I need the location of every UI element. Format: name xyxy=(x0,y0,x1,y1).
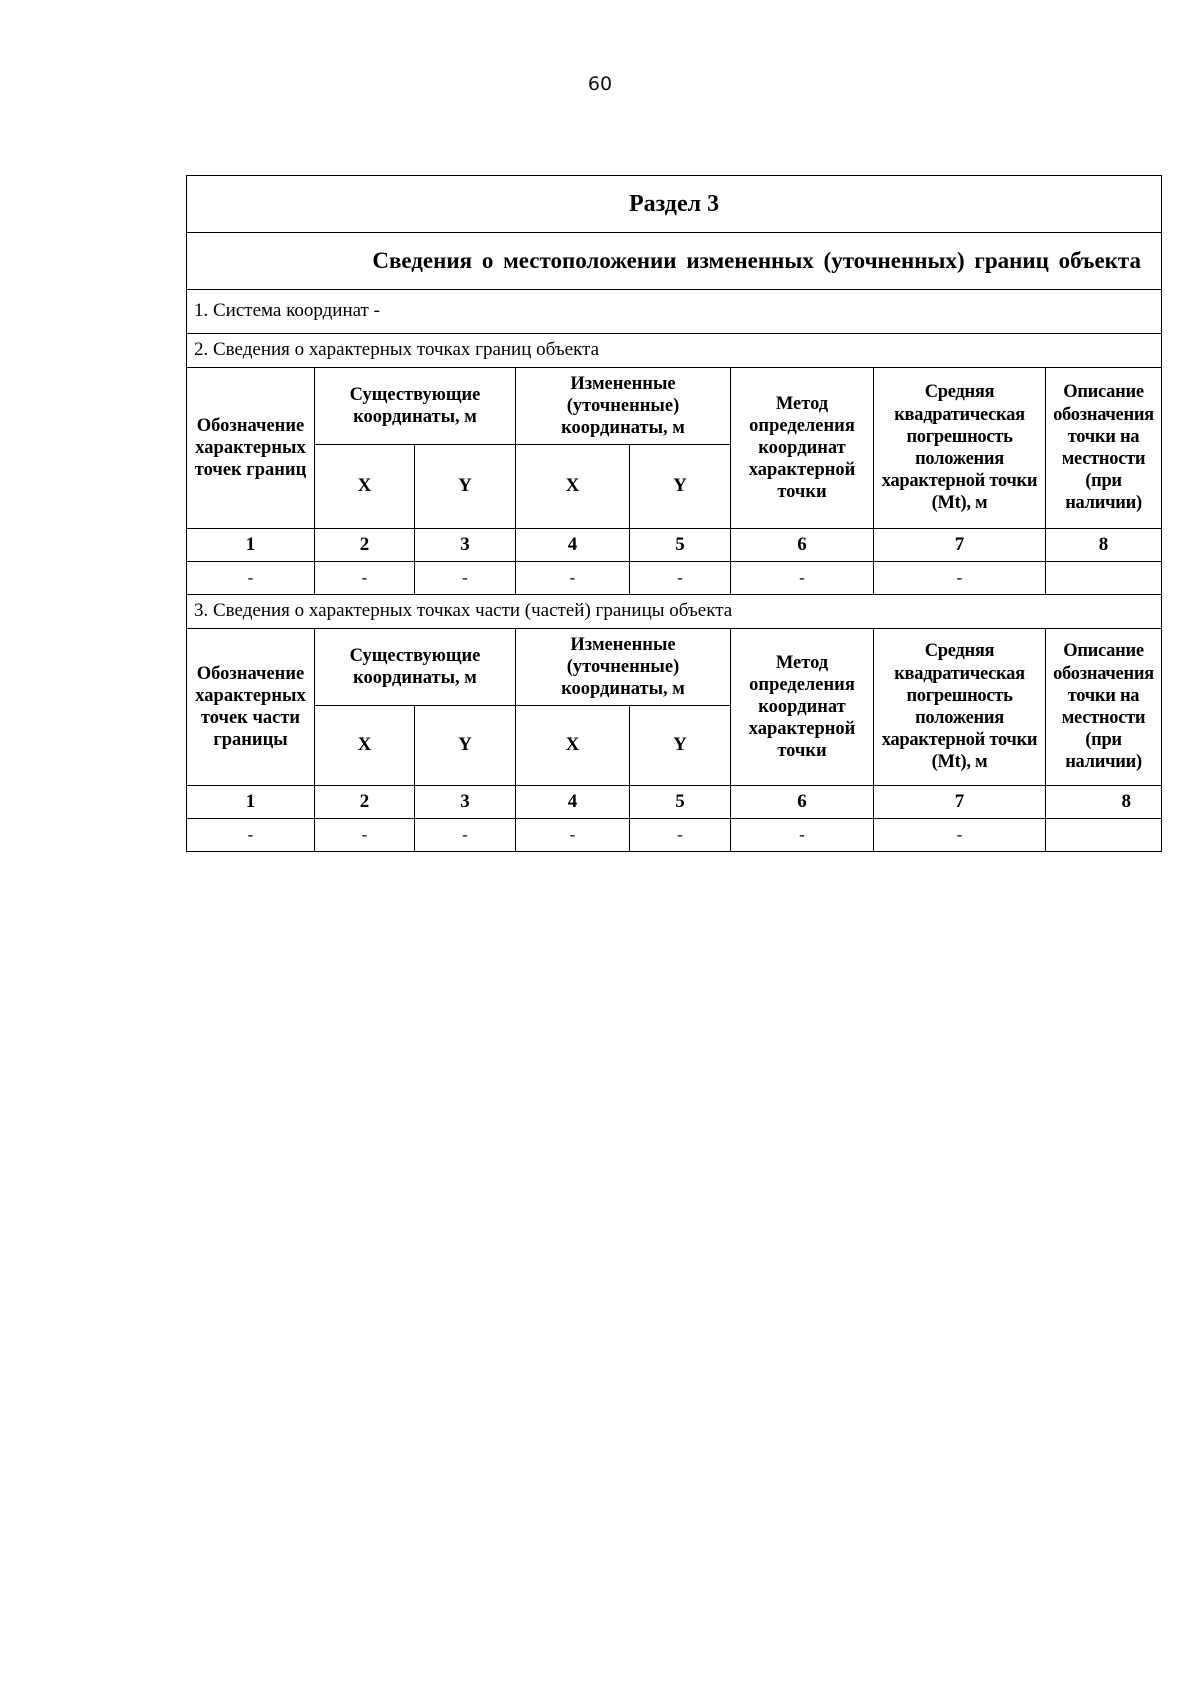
header-existing-coords: Существующие координаты, м xyxy=(315,368,516,445)
table-cell: - xyxy=(187,562,315,595)
points-heading: 2. Сведения о характерных точках границ объекта xyxy=(187,334,1162,368)
table-cell: - xyxy=(415,562,516,595)
header-changed-coords: Измененные (уточненные) координаты, м xyxy=(516,368,731,445)
header-changed-x: X xyxy=(516,445,630,529)
column-number: 4 xyxy=(516,529,630,562)
section-title: Раздел 3 xyxy=(187,176,1162,233)
header-existing-y: Y xyxy=(415,706,516,786)
header-description: Описание обозначения точки на местности (при наличии) xyxy=(1046,629,1162,786)
header-error: Средняя квадратическая погрешность положения характерной точки (Mt), м xyxy=(874,368,1046,529)
header-existing-x: X xyxy=(315,706,415,786)
column-number: 6 xyxy=(731,529,874,562)
table-cell: - xyxy=(874,819,1046,852)
table-cell: - xyxy=(415,819,516,852)
header-changed-coords: Измененные (уточненные) координаты, м xyxy=(516,629,731,706)
header-method: Метод определения координат характерной точки xyxy=(731,368,874,529)
table-cell xyxy=(1046,562,1162,595)
header-existing-y: Y xyxy=(415,445,516,529)
section-3-table xyxy=(186,175,1162,852)
table-cell: - xyxy=(874,562,1046,595)
header-changed-x: X xyxy=(516,706,630,786)
table-cell xyxy=(1046,819,1162,852)
parts-heading: 3. Сведения о характерных точках части (частей) границы объекта xyxy=(187,595,1162,629)
table-cell: - xyxy=(731,819,874,852)
coordinate-system: 1. Система координат - xyxy=(187,290,1162,334)
column-number: 2 xyxy=(315,529,415,562)
header-changed-y: Y xyxy=(630,445,731,529)
column-number: 8 xyxy=(1046,529,1162,562)
header-existing-coords: Существующие координаты, м xyxy=(315,629,516,706)
header-description: Описание обозначения точки на местности (при наличии) xyxy=(1046,368,1162,529)
column-number: 2 xyxy=(315,786,415,819)
column-number: 3 xyxy=(415,786,516,819)
table-row xyxy=(187,819,1162,852)
column-number: 5 xyxy=(630,786,731,819)
column-number: 1 xyxy=(187,786,315,819)
table-row xyxy=(187,562,1162,595)
table-cell: - xyxy=(630,819,731,852)
page-number: 60 xyxy=(587,73,613,95)
header-error: Средняя квадратическая погрешность положения характерной точки (Mt), м xyxy=(874,629,1046,786)
table-cell: - xyxy=(516,562,630,595)
header-designation: Обозначение характерных точек границ xyxy=(187,368,315,529)
header-existing-x: X xyxy=(315,445,415,529)
table-cell: - xyxy=(516,819,630,852)
column-number: 7 xyxy=(874,786,1046,819)
header-method: Метод определения координат характерной точки xyxy=(731,629,874,786)
column-number: 1 xyxy=(187,529,315,562)
column-number: 3 xyxy=(415,529,516,562)
table-cell: - xyxy=(630,562,731,595)
column-number: 6 xyxy=(731,786,874,819)
table-cell: - xyxy=(315,819,415,852)
column-number: 4 xyxy=(516,786,630,819)
column-number: 8 xyxy=(1046,786,1162,819)
section-subtitle: Сведения о местоположении измененных (уточненных) границ объекта xyxy=(187,233,1162,290)
table-cell: - xyxy=(187,819,315,852)
header-changed-y: Y xyxy=(630,706,731,786)
table-cell: - xyxy=(315,562,415,595)
header-designation: Обозначение характерных точек части границы xyxy=(187,629,315,786)
column-number: 7 xyxy=(874,529,1046,562)
table-cell: - xyxy=(731,562,874,595)
column-number: 5 xyxy=(630,529,731,562)
